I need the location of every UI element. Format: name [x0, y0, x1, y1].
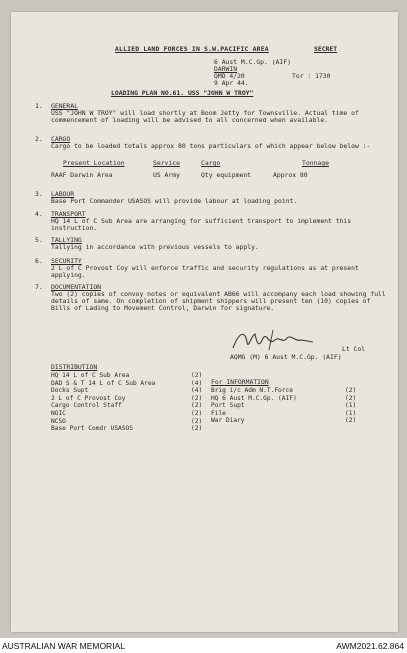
time-of-receipt: Tor : 1730 [292, 72, 331, 80]
list-item: HQ 6 Aust M.C.Gp. (AIF) (2) [211, 394, 357, 402]
place-line: DARWIN [214, 65, 238, 73]
list-item: War Diary (2) [211, 417, 357, 425]
list-item: Brig i/c Adm N.T.Force (2) [211, 387, 357, 394]
section-heading: TALLYING [51, 236, 82, 244]
signature-unit: AQMG (M) 6 Aust M.C.Gp. (AIF) [230, 353, 342, 361]
distribution-heading: DISTRIBUTION [51, 363, 98, 371]
list-item: Port Supt (1) [211, 402, 357, 410]
section-text: USS "JOHN W TROY" will load shortly at Boom Jetty for Townsville. Actual time of commencement of loading will be advised to all concerned when available. [51, 109, 359, 124]
document-title: ALLIED LAND FORCES IN S.W.PACIFIC AREA [115, 45, 269, 53]
distribution-list [51, 372, 211, 433]
section-heading: DOCUMENTATION [51, 283, 102, 291]
signature-rank: Lt Col [342, 345, 366, 353]
table-cell-location: RAAF Darwin Area [51, 171, 113, 179]
section-number: 5. [35, 236, 43, 244]
section-heading: SECURITY [51, 257, 82, 265]
section-text: Cargo to be loaded totals approx 80 tons particulars of which appear below below :- [51, 142, 371, 150]
list-item: DAD S & T 14 L of C Sub Area (4) [51, 379, 203, 387]
table-header-cargo: Cargo [201, 159, 221, 167]
table-cell-cargo: Qty equipment [201, 171, 252, 179]
section-number: 1. [35, 102, 43, 110]
section-text: HQ 14 L of C Sub Area are arranging for sufficient transport to implement this instruction. [51, 217, 352, 232]
section-text: Two (2) copies of convoy notes or equivalent AB66 will accompany each load showing full details of same. On completion of shipment shippers will present ten (10) copies of Bills of Lading to Movement Control, Darwin for signature. [51, 290, 386, 312]
archive-reference: AWM2021.62.864 [336, 641, 404, 651]
section-heading: TRANSPORT [51, 210, 86, 218]
archive-footer [0, 638, 407, 653]
information-list [211, 387, 361, 425]
section-heading: CARGO [51, 135, 71, 143]
section-text: Tallying in accordance with previous vessels to apply. [51, 243, 259, 251]
reference-line: QMD 4/20 [214, 72, 245, 80]
list-item: Cargo Control Staff (2) [51, 402, 203, 410]
archive-name: AUSTRALIAN WAR MEMORIAL [2, 641, 125, 651]
date-line: 9 Apr 44. [214, 79, 249, 87]
list-item: Docks Supt (4) [51, 387, 203, 395]
list-item: HQ 14 L of C Sub Area (2) [51, 372, 203, 379]
section-number: 3. [35, 190, 43, 198]
list-item: NOIC (2) [51, 409, 203, 417]
section-number: 2. [35, 135, 43, 143]
section-heading: GENERAL [51, 102, 78, 110]
document-page [11, 12, 398, 632]
from-line: 6 Aust M.C.Gp. (AIF) [214, 58, 291, 66]
section-text: 2 L of C Provost Coy will enforce traffic and security regulations as at present applying. [51, 264, 359, 279]
handwritten-signature [229, 328, 339, 354]
information-heading: For INFORMATION [211, 378, 269, 386]
section-text: Base Port Commander USASOS will provide labour at loading point. [51, 197, 298, 205]
table-cell-tonnage: Approx 80 [273, 171, 308, 179]
list-item: 2 L of C Provost Coy (2) [51, 394, 203, 402]
section-number: 6. [35, 257, 43, 265]
list-item: Base Port Comdr USASOS (2) [51, 425, 203, 433]
table-header-service: Service [153, 159, 180, 167]
table-cell-service: US Army [153, 171, 180, 179]
list-item: File (1) [211, 409, 357, 417]
section-number: 4. [35, 210, 43, 218]
table-header-tonnage: Tonnage [302, 159, 329, 167]
section-heading: LABOUR [51, 190, 75, 198]
section-number: 7. [35, 283, 43, 291]
list-item: NCSO (2) [51, 417, 203, 425]
table-header-location: Present Location [63, 159, 125, 167]
plan-title: LOADING PLAN NO.61. USS "JOHN W TROY" [111, 89, 254, 97]
classification-label: SECRET [314, 45, 338, 53]
